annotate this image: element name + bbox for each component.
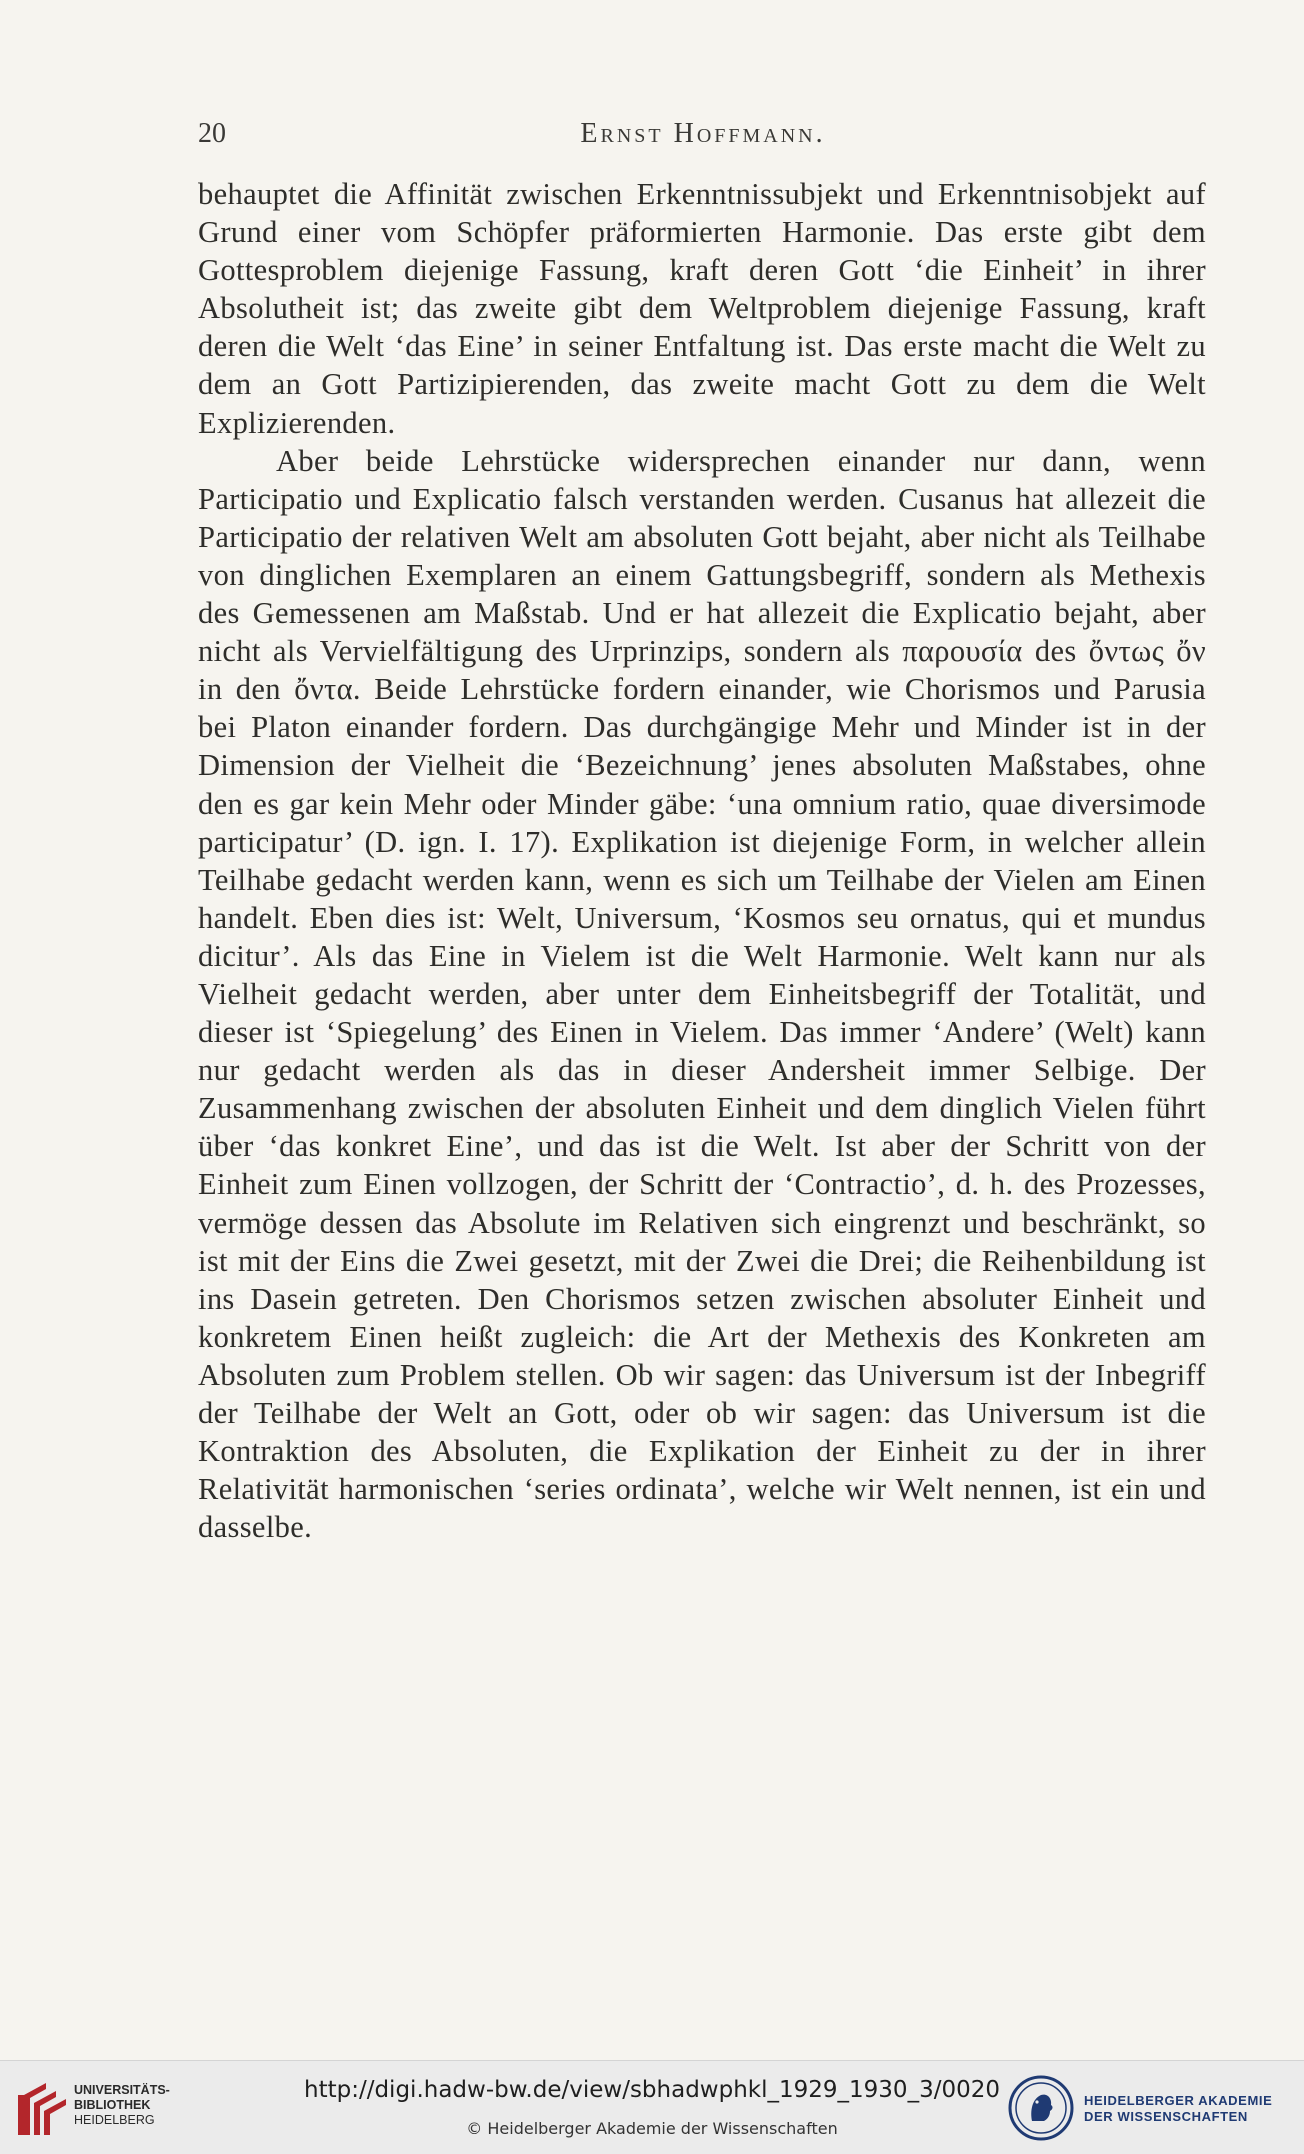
page-number: 20 bbox=[198, 118, 226, 149]
paragraph-1: behauptet die Affinität zwischen Erkenntnissubjekt und Erkenntnisobjekt auf Grund einer vom Schöpfer präformierten Harmonie. Das erste gibt dem Gottesproblem diejenige Fassung, kraft deren Gott ‘die Einheit’ in ihrer Absolutheit ist; das zweite gibt dem Weltproblem diejenige Fassung, kraft deren die Welt ‘das Eine’ in seiner Entfaltung ist. Das erste macht die Welt zu dem an Gott Partizipierenden, das zweite macht Gott zu dem die Welt Explizierenden. bbox=[198, 177, 1206, 440]
academy-name[interactable] bbox=[1084, 2093, 1272, 2125]
running-head: Ernst Hoffmann. bbox=[580, 118, 826, 149]
viewer-footer bbox=[0, 2060, 1304, 2154]
copyright-notice: © Heidelberger Akademie der Wissenschaften bbox=[466, 2119, 838, 2138]
paragraph-2: Aber beide Lehrstücke widersprechen einander nur dann, wenn Participatio und Explicatio falsch verstanden werden. Cusanus hat allezeit die Participatio der relativen Welt am absoluten Gott bejaht, aber nicht als Teilhabe von dinglichen Exemplaren an einem Gattungsbegriff, sondern als Methexis des Gemessenen am Maßstab. Und er hat allezeit die Explicatio bejaht, aber nicht als Vervielfältigung des Urprinzips, sondern als παρουσία des ὄντως ὄν in den ὄντα. Beide Lehrstücke fordern einander, wie Chorismos und Parusia bei Platon einander fordern. Das durchgängige Mehr und Minder ist in der Dimension der Vielheit die ‘Bezeichnung’ jenes absoluten Maßstabes, ohne den es gar kein Mehr oder Minder gäbe: ‘una omnium ratio, quae diversimode participatur’ (D. ign. I. 17). Explikation ist diejenige Form, in welcher allein Teilhabe gedacht werden kann, wenn es sich um Teilhabe der Vielen am Einen handelt. Eben dies ist: Welt, Universum, ‘Kosmos seu ornatus, qui et mundus dicitur’. Als das Eine in Vielem ist die Welt Harmonie. Welt kann nur als Vielheit gedacht werden, aber unter dem Einheitsbegriff der Totalität, und dieser ist ‘Spiegelung’ des Einen in Vielem. Das immer ‘Andere’ (Welt) kann nur gedacht werden als das in dieser Andersheit immer Selbige. Der Zusammenhang zwischen der absoluten Einheit und dem dinglich Vielen führt über ‘das konkret Eine’, und das ist die Welt. Ist aber der Schritt von der Einheit zum Einen vollzogen, der Schritt der ‘Contractio’, d. h. des Prozesses, vermöge dessen das Absolute im Relativen sich eingrenzt und beschränkt, so ist mit der Eins die Zwei gesetzt, mit der Zwei die Drei; die Reihenbildung ist ins Dasein getreten. Den Chorismos setzen zwischen absoluter Einheit und konkretem Einen heißt zugleich: die Art der Methexis des Konkreten am Absoluten zum Problem stellen. Ob wir sagen: das Universum ist der Inbegriff der Teilhabe der Welt an Gott, oder ob wir sagen: das Universum ist die Kontraktion des Absoluten, die Explikation der Einheit zu der in ihrer Relativität harmonischen ‘series ordinata’, welche wir Welt nennen, ist ein und dasselbe. bbox=[198, 443, 1206, 1545]
permalink-url[interactable]: http://digi.hadw-bw.de/view/sbhadwphkl_1929_1930_3/0020 bbox=[304, 2077, 1000, 2103]
page-header bbox=[198, 118, 1208, 158]
library-name-line-2: BIBLIOTHEK bbox=[74, 2098, 151, 2112]
body-text bbox=[198, 175, 1206, 1546]
academy-name-line-2: DER WISSENSCHAFTEN bbox=[1084, 2109, 1248, 2124]
academy-seal-icon[interactable] bbox=[1008, 2075, 1074, 2141]
library-name-line-3: HEIDELBERG bbox=[74, 2113, 155, 2127]
library-name-line-1: UNIVERSITÄTS- bbox=[74, 2083, 170, 2097]
academy-name-line-1: HEIDELBERGER AKADEMIE bbox=[1084, 2093, 1273, 2108]
